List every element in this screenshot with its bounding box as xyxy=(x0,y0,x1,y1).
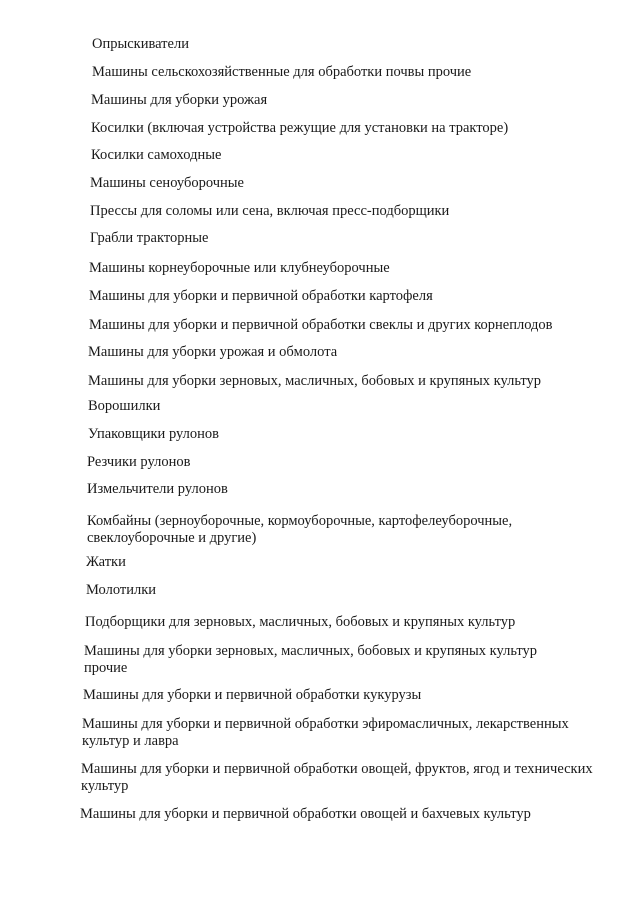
list-item: Грабли тракторные xyxy=(90,230,209,246)
list-item: Молотилки xyxy=(86,582,157,598)
list-item: Машины для уборки и первичной обработки эфиромасличных, лекарственных культур и лавра xyxy=(82,716,569,749)
list-item: Косилки самоходные xyxy=(91,147,222,163)
list-item: Машины корнеуборочные или клубнеуборочные xyxy=(89,260,390,276)
list-item: Машины сельскохозяйственные для обработки почвы прочие xyxy=(92,64,472,80)
list-item: Ворошилки xyxy=(88,398,161,414)
list-item: Машины для уборки зерновых, масличных, бобовых и крупяных культур xyxy=(88,373,542,389)
list-item: Машины для уборки и первичной обработки свеклы и других корнеплодов xyxy=(89,317,553,333)
list-item: Машины для уборки зерновых, масличных, бобовых и крупяных культур прочие xyxy=(84,643,538,676)
list-item: Измельчители рулонов xyxy=(87,481,228,497)
list-item: Машины для уборки и первичной обработки кукурузы xyxy=(83,687,422,703)
list-item: Машины для уборки и первичной обработки овощей и бахчевых культур xyxy=(80,806,531,822)
list-item: Машины сеноуборочные xyxy=(90,175,244,191)
list-item: Машины для уборки урожая и обмолота xyxy=(88,344,338,360)
list-item: Резчики рулонов xyxy=(87,454,191,470)
list-item: Прессы для соломы или сена, включая пресс-подборщики xyxy=(90,203,450,219)
list-item: Комбайны (зерноуборочные, кормоуборочные, картофелеуборочные, свеклоуборочные и другие) xyxy=(87,513,513,546)
list-item: Упаковщики рулонов xyxy=(88,426,219,442)
list-item: Жатки xyxy=(86,554,126,570)
list-item: Машины для уборки и первичной обработки овощей, фруктов, ягод и технических культур xyxy=(81,761,593,794)
list-item: Машины для уборки урожая xyxy=(91,92,268,108)
list-item: Подборщики для зерновых, масличных, бобовых и крупяных культур xyxy=(85,614,516,630)
list-item: Косилки (включая устройства режущие для установки на тракторе) xyxy=(91,120,509,136)
list-item: Машины для уборки и первичной обработки картофеля xyxy=(89,288,433,304)
list-item: Опрыскиватели xyxy=(92,36,189,52)
